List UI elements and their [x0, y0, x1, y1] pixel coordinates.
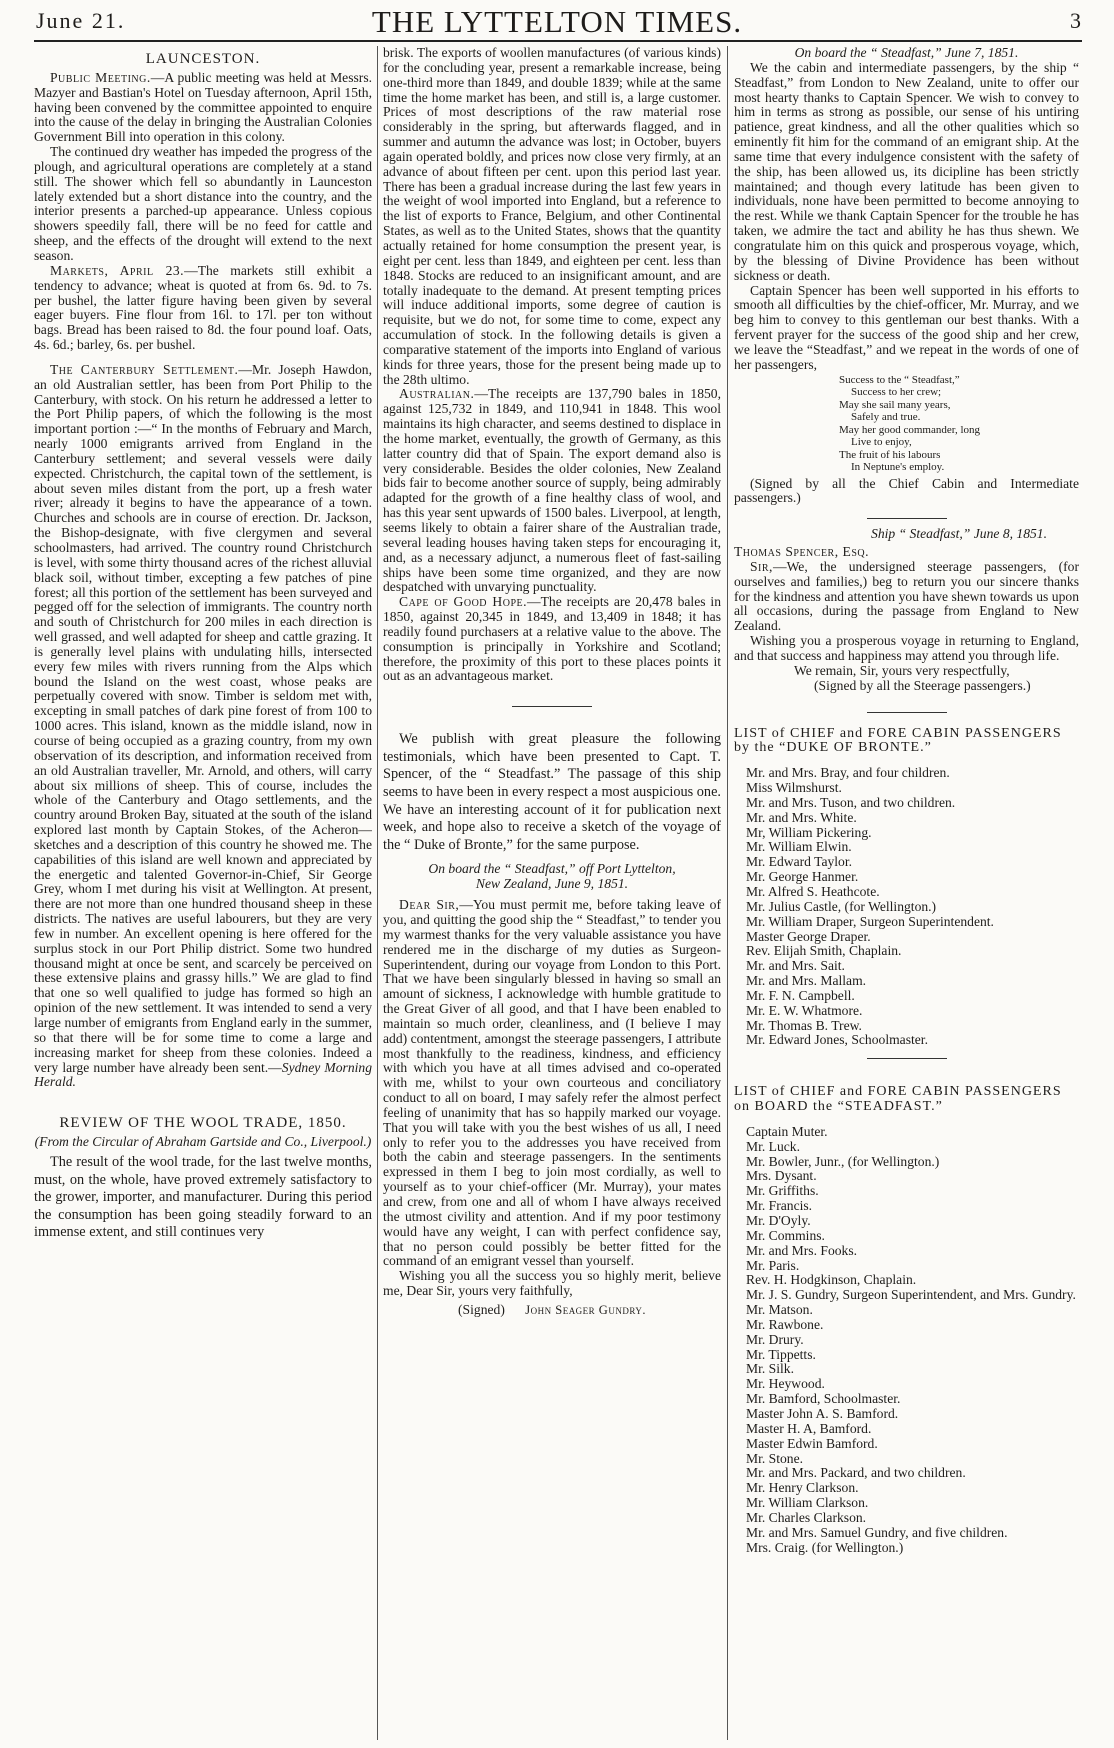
- passenger-entry: Mr. Luck.: [746, 1138, 800, 1154]
- article-australian-wool: Australian.—The receipts are 137,790 bales in 1850, against 125,732 in 1849, and 110,941 in 1848. This wool maintains its high character, and seems destined to displace in the home market, eventually, the growth of Germany, as this latter country did that of Spain. The export demand also is very considerable. Besides the older colonies, New Zealand bids fair to become another source of supply, being admirably adapted for the growth of a fine healthy class of wool, and has this year sent upwards of 1500 bales. Liverpool, at length, seems likely to obtain a fairer share of the Australian trade, several leading houses having taken steps for encouraging it, and, as a necessary adjunct, a numerous fleet of fast-sailing ships have been some time organized, and they are now despatched with unvarying punctuality.: [383, 386, 721, 595]
- passenger-entry: Mr. Bowler, Junr., (for Wellington.): [746, 1153, 940, 1169]
- article-markets: Markets, April 23.—The markets still exhibit a tendency to advance; wheat is quoted at from 6s. 9d. to 7s. per bushel, the latter figure having been given by several eager buyers. Fine flour from 16l. to 17l. per ton without bags. Bread has been raised to 8d. the four pound loaf. Oats, 4s. 6d.; barley, 6s. per bushel.: [34, 262, 372, 353]
- addressee: Thomas Spencer, Esq.: [734, 544, 870, 560]
- passenger-entry: Mr. Julius Castle, (for Wellington.): [746, 898, 937, 914]
- column-divider: [727, 46, 728, 1740]
- passenger-entry: Mr. and Mrs. Samuel Gundry, and five children.: [746, 1524, 1008, 1540]
- newspaper-title: THE LYTTELTON TIMES.: [371, 4, 743, 39]
- passenger-entry: Mr. Bamford, Schoolmaster.: [746, 1391, 901, 1407]
- passenger-entry: Mr. and Mrs. Packard, and two children.: [746, 1465, 966, 1481]
- section-heading-wool-trade: REVIEW OF THE WOOL TRADE, 1850.: [59, 1115, 347, 1132]
- passenger-list-steadfast: [734, 1125, 1079, 1555]
- passenger-entry: Master Edwin Bamford.: [746, 1435, 878, 1451]
- passenger-entry: Mr. Francis.: [746, 1198, 813, 1214]
- letter-signature: (Signed) John Seager Gundry.: [458, 1301, 646, 1317]
- issue-date: June 21.: [36, 8, 126, 33]
- run-in-label: Public Meeting.: [50, 69, 151, 85]
- page-number: 3: [1070, 8, 1081, 33]
- passenger-entry: Mrs. Craig. (for Wellington.): [746, 1539, 904, 1555]
- passenger-entry: Mr. Drury.: [746, 1331, 804, 1347]
- masthead: [0, 0, 1114, 40]
- passenger-entry: Mr. Tippetts.: [746, 1346, 816, 1362]
- passenger-entry: Mr. Matson.: [746, 1302, 813, 1318]
- passenger-entry: Mr. and Mrs. Fooks.: [746, 1242, 858, 1258]
- signature-note: (Signed by all the Steerage passengers.): [814, 677, 1031, 693]
- run-in-label: Cape of Good Hope.: [399, 594, 528, 610]
- article-source: Sydney Morning Herald.: [34, 1059, 372, 1090]
- column-3: [734, 46, 1079, 1740]
- article-canterbury-settlement: The Canterbury Settlement.—Mr. Joseph Hawdon, an old Australian settler, has been from Port Philip to the Canterbury, with stock. On his return he addressed a letter to the Port Philip papers, of which the following is the most important portion :—“ In the months of February and March, nearly 1000 emigrants arrived from England in the Canterbury settlement; and several vessels were daily expected. Christchurch, the capital town of the settlement, is about seven miles distant from the port, up a fresh water river; already it begins to have the appearance of a town. Churches and schools are in course of erection. Dr. Jackson, the Bishop-designate, with five clergymen and several schoolmasters, had arrived. The country round Christchurch is level, with some thirty thousand acres of the richest alluvial black soil, without timber, excepting a few patches of pine forest; all this portion of the settlement has been surveyed and pegged off for the selection of immigrants. The country north and south of Christchurch for 200 miles in each direction is well grassed, and well adapted for sheep and cattle grazing. It is generally level plains with undulating hills, intersected every few miles with rivers running from the Alps which bound the Island on the west coast, whose peaks are perpetually covered with snow. Timber is seldom met with, excepting in small patches of dark pine forest of from 100 to 1000 acres. This island, known as the middle island, now in course of being occupied as a grazing country, from my own observation of its description, and information received from an old Australian traveller, Mr. Arnold, and others, will carry about six millions of sheep. This of course, includes the whole of the Canterbury and Otago settlements, and the country around Broken Bay, situated at the south of the island explored last month by Captain Stokes, of the Acheron—sketches and a description of this country he showed me. The capabilities of this island are well known and appreciated by the energetic and talented Governor-in-Chief, Sir George Grey, whom I met during his visit at Wellington. At present, there are not more than one hundred thousand sheep in these districts. The natives are useful labourers, but they are very few in number. An excellent opening is here offered for the surplus stock in our Port Philip district. Some two hundred thousand might at once be sent, and scarcely be perceived on these extensive plains and grassy hills.” We are glad to find that one so well qualified to judge has formed so high an opinion of the new settlement. It was intended to send a very large number of emigrants from England early in the summer, so that there will be for some time to come a large and increasing market for sheep from these colonies. Indeed a very large number have already been sent.—Sydney Morning Herald.: [34, 361, 372, 1090]
- passenger-entry: Mr. Edward Taylor.: [746, 854, 853, 870]
- salutation: Sir,: [750, 558, 773, 574]
- steerage-letter: Sir,—We, the undersigned steerage passengers, (for ourselves and families,) beg to return you our sincere thanks for the kindness and attention you have shewn towards us upon all occasions, during the passage from England to New Zealand.: [734, 558, 1079, 634]
- run-in-label: The Canterbury Settlement.: [50, 361, 239, 377]
- letter-dateline: On board the “ Steadfast,” June 7, 1851.: [794, 46, 1019, 60]
- passenger-entry: Mr. Rawbone.: [746, 1316, 824, 1332]
- passenger-entry: Mr. and Mrs. White.: [746, 809, 857, 825]
- section-heading-launceston: LAUNCESTON.: [145, 51, 261, 67]
- passenger-entry: Captain Muter.: [746, 1123, 828, 1139]
- passenger-entry: Mr. William Draper, Surgeon Superintendent.: [746, 913, 994, 929]
- passenger-entry: Mr. Griffiths.: [746, 1183, 819, 1199]
- passenger-list-title-duke-of-bronte: LIST of CHIEF and FORE CABIN PASSENGERS by the “DUKE OF BRONTE.”: [734, 725, 1062, 756]
- passenger-entry: Mr. and Mrs. Mallam.: [746, 973, 867, 989]
- passenger-entry: Mr. George Hanmer.: [746, 869, 859, 885]
- section-separator: [512, 706, 592, 707]
- wool-source-note: (From the Circular of Abraham Gartside and Co., Liverpool.): [34, 1134, 372, 1150]
- passenger-entry: Mr. and Mrs. Bray, and four children.: [746, 765, 950, 781]
- passenger-entry: Rev. H. Hodgkinson, Chaplain.: [746, 1272, 917, 1288]
- article-dry-weather: The continued dry weather has impeded the progress of the plough, and agricultural operations are completely at a stand still. The shower which fell so abundantly in Launceston lately extended but a short distance into the country, and the interior presents a parched-up appearance. Unless copious showers speedily fall, there will be no feed for cattle and sheep, and the effects of the drought will extend to the next season.: [34, 144, 372, 263]
- masthead-rule: [34, 40, 1082, 42]
- steerage-letter: Wishing you a prosperous voyage in returning to England, and that success and happiness may attend you through life.: [734, 633, 1079, 663]
- passenger-entry: Mr, William Pickering.: [746, 824, 872, 840]
- passenger-entry: Mr. Charles Clarkson.: [746, 1509, 867, 1525]
- cabin-passengers-letter: Captain Spencer has been well supported in his efforts to smooth all difficulties by the chief-officer, Mr. Murray, and we beg him to convey to this gentleman our best thanks. With a fervent prayer for the success of the good ship and her crew, we leave the “Steadfast,” and we repeat in the words of one of her passengers,: [734, 282, 1079, 372]
- column-2: [383, 46, 721, 1740]
- passenger-entry: Mrs. Dysant.: [746, 1168, 817, 1184]
- wool-review-continued: brisk. The exports of woollen manufactures (of various kinds) for the concluding year, present a remarkable increase, being one-third more than 1849, and double 1839; while at the same time the home market has been, and still is, a large customer. Prices of most descriptions of the raw material rose considerably in the spring, but afterwards flagged, and in summer and autumn the advance was lost; in October, buyers again operated boldly, and prices now close very firmly, at an advance of about fifteen per cent. upon this period last year. There has been a gradual increase during the last few years in the weight of wool imported into England, but a reference to the list of exports to France, Belgium, and other Continental States, as well as to the United States, shows that the quantity actually retained for home consumption the present year, is eight per cent. less than 1849, and eighteen per cent. less than 1848. Stocks are reduced to an insignificant amount, and are totally inadequate to the demand. At present tempting prices will induce additional imports, some degree of caution is requisite, but we do not, for some time to come, expect any accumulation of stock. In the following details is given a comparative statement of the imports into England of various kinds for three years, those for the present being made up to the 28th ultimo.: [383, 46, 721, 387]
- passenger-list-title-steadfast: LIST of CHIEF and FORE CABIN PASSENGERS on BOARD the “STEADFAST.”: [734, 1084, 1062, 1115]
- passenger-entry: Mr. E. W. Whatmore.: [746, 1002, 863, 1018]
- testimonials-intro: We publish with great pleasure the following testimonials, which have been presented to Capt. T. Spencer, of the “ Steadfast.” The passage of this ship seems to have been in every respect a most auspicious one. We have an interesting account of it for publication next week, and hope also to receive a sketch of the voyage of the “ Duke of Bronte,” for the same purpose.: [383, 731, 721, 853]
- surgeon-letter: Dear Sir,—You must permit me, before taking leave of you, and quitting the good ship the “ Steadfast,” to tender you my warmest thanks for the very valuable assistance you have rendered me in the discharge of my duties as Surgeon-Superintendent, during our voyage from London to this Port. That we have been singularly blessed in having so small an amount of sickness, I acknowledge with humble gratitude to the Great Giver of all good, and that I have been enabled to maintain so much order, cleanliness, and (I believe I may add) contentment, amongst the steerage passengers, I attribute most thankfully to the readiness, kindness, and efficiency with which you have at all times advised and co-operated with me, whilst to your own courteous and conciliatory conduct to all on board, I may safely refer the almost perfect feeling of unanimity that has so happily marked our voyage. That you will take with you the best wishes of us all, I need only to refer you to the addresses you have received from both the cabin and steerage passengers. In the sentiments expressed in them I beg to join most cordially, as well to yourself as to your chief-officer (Mr. Murray), your mates and crew, from one and all of whom I have always received the utmost civility and attention. And if my poor testimony would have any weight, I can with perfect confidence say, that no person could possibly be better fitted for the command of an emigrant vessel than yourself.: [383, 897, 721, 1269]
- article-public-meeting: Public Meeting.—A public meeting was held at Messrs. Mazyer and Bastian's Hotel on Tuesday afternoon, April 15th, having been convened by the committee appointed to enquire into the cause of the delay in bringing the Australian Colonies Government Bill into operation in this colony.: [34, 69, 372, 145]
- verse: Success to the “ Steadfast,” Success to her crew; May she sail many years, Safely and true. May her good commander, long Live to enjoy, The fruit of his labours In Neptune's employ.: [839, 373, 980, 474]
- passenger-entry: Mr. Silk.: [746, 1361, 794, 1377]
- section-separator: [867, 518, 947, 519]
- run-in-label: Australian.: [399, 386, 475, 402]
- passenger-entry: Mr. Thomas B. Trew.: [746, 1017, 862, 1033]
- passenger-entry: Mr. Alfred S. Heathcote.: [746, 883, 880, 899]
- letter-closing: We remain, Sir, yours very respectfully,: [794, 662, 1010, 678]
- signature-note: (Signed by all the Chief Cabin and Intermediate passengers.): [734, 475, 1079, 506]
- letter-dateline: On board the “ Steadfast,” off Port Lyttelton,: [428, 861, 676, 877]
- passenger-entry: Mr. William Elwin.: [746, 839, 852, 855]
- passenger-entry: Rev. Elijah Smith, Chaplain.: [746, 943, 902, 959]
- passenger-entry: Miss Wilmshurst.: [746, 780, 842, 796]
- passenger-entry: Mr. William Clarkson.: [746, 1495, 869, 1511]
- letter-dateline: New Zealand, June 9, 1851.: [475, 876, 629, 892]
- passenger-entry: Mr. Edward Jones, Schoolmaster.: [746, 1032, 928, 1048]
- passenger-entry: Mr. Stone.: [746, 1450, 804, 1466]
- wool-review-opening: The result of the wool trade, for the last twelve months, must, on the whole, have proved extremely satisfactory to the grower, importer, and manufacturer. During this period the consumption has been going steadily forward to an immense extent, and still continues very: [34, 1153, 372, 1241]
- column-divider: [377, 46, 378, 1740]
- passenger-entry: Master John A. S. Bamford.: [746, 1405, 899, 1421]
- passenger-entry: Mr. Commins.: [746, 1227, 825, 1243]
- passenger-entry: Mr. D'Oyly.: [746, 1213, 811, 1228]
- salutation: Dear Sir,: [399, 897, 460, 913]
- passenger-entry: Master H. A, Bamford.: [746, 1420, 872, 1436]
- passenger-entry: Mr. and Mrs. Tuson, and two children.: [746, 794, 956, 810]
- passenger-entry: Mr. Henry Clarkson.: [746, 1480, 859, 1496]
- surgeon-letter-closing: Wishing you all the success you so highly merit, believe me, Dear Sir, yours very faithfully,: [383, 1268, 721, 1299]
- passenger-entry: Mr. Paris.: [746, 1257, 800, 1273]
- cabin-passengers-letter: We the cabin and intermediate passengers, by the ship “ Steadfast,” from London to New Zealand, unite to offer our most hearty thanks to Captain Spencer. We wish to convey to him in terms as strong as possible, our sense of his untiring patience, great kindness, and all the other qualities which so eminently fit him for the command of an emigrant ship. At the same time that every indulgence consistent with the safety of the ship, has been allowed us, its dicipline has been strictly maintained; and though every latitude has been given to individuals, none have been permitted to become annoying to the rest. While we thank Captain Spencer for the trouble he has taken, we admire the tact and ability he has thus shewn. We congratulate him on this quick and prosperous voyage, which, by the blessing of Divine Providence has been without sickness or death.: [734, 59, 1079, 283]
- article-cape-wool: Cape of Good Hope.—The receipts are 20,478 bales in 1850, against 20,345 in 1849, and 13,409 in 1848; it has readily found purchasers at a relative value to the above. The consumption is principally in Yorkshire and Scotland; therefore, the proximity of this port to these places points it out as an advantageous market.: [383, 594, 721, 684]
- section-separator: [867, 712, 947, 713]
- section-separator: [867, 1058, 947, 1059]
- passenger-entry: Master George Draper.: [746, 928, 871, 944]
- run-in-label: Markets, April 23.: [50, 262, 185, 278]
- passenger-list-duke-of-bronte: [734, 766, 1079, 1048]
- passenger-entry: Mr. Heywood.: [746, 1376, 825, 1392]
- column-1: [34, 46, 372, 1740]
- letter-dateline: Ship “ Steadfast,” June 8, 1851.: [871, 526, 1047, 542]
- passenger-entry: Mr. F. N. Campbell.: [746, 987, 855, 1003]
- passenger-entry: Mr. J. S. Gundry, Surgeon Superintendent, and Mrs. Gundry.: [746, 1287, 1076, 1303]
- passenger-entry: Mr. and Mrs. Sait.: [746, 958, 845, 974]
